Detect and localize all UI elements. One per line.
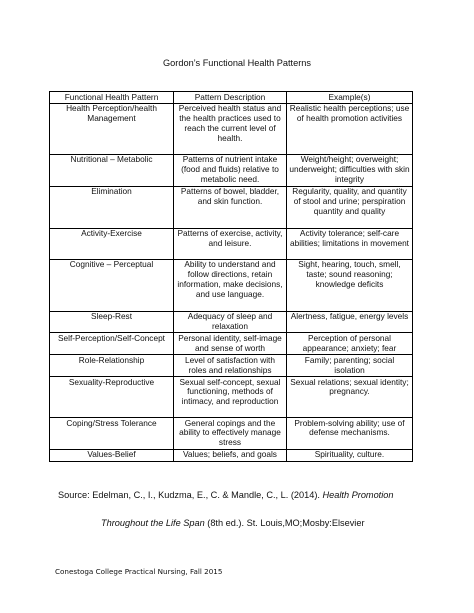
pattern-examples-cell: Sexual relations; sexual identity; pregnancy. xyxy=(287,377,413,418)
pattern-examples-cell: Regularity, quality, and quantity of stool and urine; perspiration quantity and quality xyxy=(287,186,413,228)
table-row xyxy=(50,154,413,186)
pattern-examples-cell: Alertness, fatigue, energy levels xyxy=(287,311,413,333)
pattern-examples-cell: Weight/height; overweight; underweight; difficulties with skin integrity xyxy=(287,154,413,186)
pattern-name-cell: Activity-Exercise xyxy=(50,228,174,259)
table-row xyxy=(50,418,413,450)
table-row xyxy=(50,103,413,154)
pattern-name-cell: Self-Perception/Self-Concept xyxy=(50,333,174,355)
table-row xyxy=(50,228,413,259)
pattern-name-cell: Sexuality-Reproductive xyxy=(50,377,174,418)
pattern-name-cell: Health Perception/health Management xyxy=(50,103,174,154)
table-row xyxy=(50,377,413,418)
pattern-description-cell: Sexual self-concept, sexual functioning, methods of intimacy, and reproduction xyxy=(174,377,287,418)
pattern-description-cell: Level of satisfaction with roles and relationships xyxy=(174,355,287,377)
citation-book-title: Health Promotion xyxy=(322,490,394,500)
functional-health-patterns-table xyxy=(49,91,413,462)
table-row xyxy=(50,259,413,311)
pattern-name-cell: Elimination xyxy=(50,186,174,228)
table-row xyxy=(50,355,413,377)
pattern-name-cell: Coping/Stress Tolerance xyxy=(50,418,174,450)
pattern-examples-cell: Perception of personal appearance; anxiety; fear xyxy=(287,333,413,355)
pattern-name-cell: Cognitive – Perceptual xyxy=(50,259,174,311)
pattern-description-cell: Patterns of nutrient intake (food and fluids) relative to metabolic need. xyxy=(174,154,287,186)
pattern-name-cell: Values-Belief xyxy=(50,449,174,461)
column-header-description: Pattern Description xyxy=(174,92,287,104)
pattern-name-cell: Nutritional – Metabolic xyxy=(50,154,174,186)
table-header-row xyxy=(50,92,413,104)
page-title: Gordon’s Functional Health Patterns xyxy=(163,58,311,68)
pattern-examples-cell: Spirituality, culture. xyxy=(287,449,413,461)
pattern-examples-cell: Realistic health perceptions; use of health promotion activities xyxy=(287,103,413,154)
pattern-description-cell: Personal identity, self-image and sense of worth xyxy=(174,333,287,355)
page-footer: Conestoga College Practical Nursing, Fall 2015 xyxy=(55,567,223,576)
pattern-description-cell: Perceived health status and the health practices used to reach the current level of health. xyxy=(174,103,287,154)
source-citation xyxy=(58,490,458,501)
table-row xyxy=(50,311,413,333)
table-row xyxy=(50,186,413,228)
column-header-pattern: Functional Health Pattern xyxy=(50,92,174,104)
pattern-name-cell: Sleep-Rest xyxy=(50,311,174,333)
pattern-description-cell: General copings and the ability to effectively manage stress xyxy=(174,418,287,450)
pattern-name-cell: Role-Relationship xyxy=(50,355,174,377)
table-row xyxy=(50,449,413,461)
pattern-examples-cell: Activity tolerance; self-care abilities; limitations in movement xyxy=(287,228,413,259)
pattern-description-cell: Patterns of exercise, activity, and leisure. xyxy=(174,228,287,259)
pattern-description-cell: Values; beliefs, and goals xyxy=(174,449,287,461)
pattern-description-cell: Patterns of bowel, bladder, and skin function. xyxy=(174,186,287,228)
citation-publisher: (8th ed.). St. Louis,MO;Mosby:Elsevier xyxy=(204,518,365,528)
pattern-description-cell: Ability to understand and follow directions, retain information, make decisions, and use language. xyxy=(174,259,287,311)
pattern-examples-cell: Sight, hearing, touch, smell, taste; sound reasoning; knowledge deficits xyxy=(287,259,413,311)
citation-book-title-continued: Throughout the Life Span xyxy=(101,518,205,528)
pattern-examples-cell: Family; parenting; social isolation xyxy=(287,355,413,377)
pattern-description-cell: Adequacy of sleep and relaxation xyxy=(174,311,287,333)
column-header-examples: Example(s) xyxy=(287,92,413,104)
citation-authors: Source: Edelman, C., I., Kudzma, E., C. & Mandle, C., L. (2014). xyxy=(58,490,323,500)
source-citation-continued xyxy=(101,518,471,529)
pattern-examples-cell: Problem-solving ability; use of defense mechanisms. xyxy=(287,418,413,450)
table-row xyxy=(50,333,413,355)
